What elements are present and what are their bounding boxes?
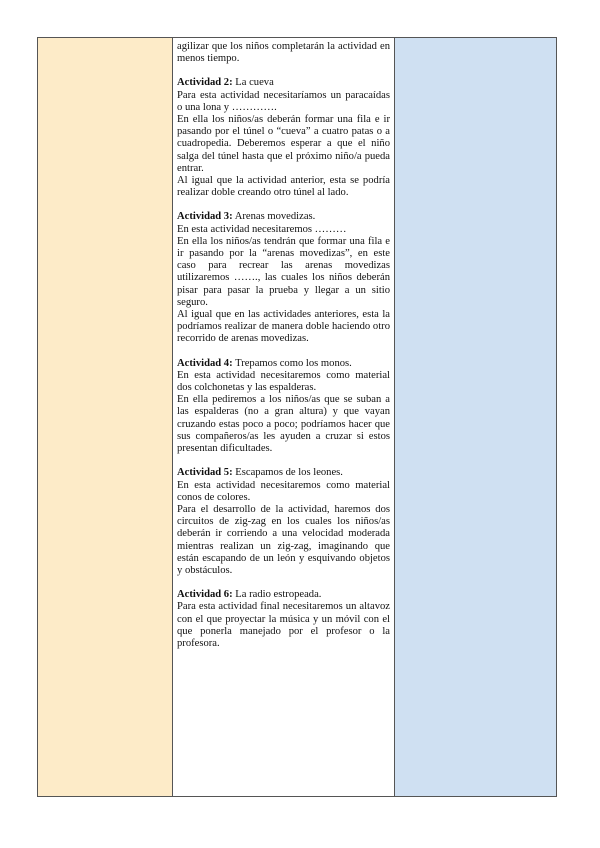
left-column-cell xyxy=(38,38,173,796)
activity-paragraph: En ella los niños/as deberán formar una fila e ir pasando por el túnel o “cueva” a cuatro patas o a cuadropedia. Deberemos esperar a que el niño salga del túnel hasta que el próximo niño/a pueda entrar. xyxy=(177,114,390,174)
activity-name: La radio estropeada. xyxy=(235,589,322,601)
activity-name: Arenas movedizas. xyxy=(234,211,316,223)
activity-label: Actividad 4: xyxy=(177,357,233,369)
activity-paragraph: Al igual que la actividad anterior, esta se podría realizar doble creando otro túnel al lado. xyxy=(177,175,390,199)
activity-block xyxy=(177,211,390,345)
activities-text-cell xyxy=(173,38,395,796)
activity-heading xyxy=(177,589,390,601)
activity-paragraph: En esta actividad necesitaremos ……… xyxy=(177,223,347,235)
activity-heading xyxy=(177,77,390,89)
activity-name: Trepamos como los monos. xyxy=(235,357,352,369)
activity-heading xyxy=(177,211,390,223)
activity-heading xyxy=(177,467,390,479)
intro-paragraph: agilizar que los niños completarán la actividad en menos tiempo. xyxy=(177,41,390,65)
activity-paragraph: En ella pediremos a los niños/as que se suban a las espalderas (no a gran altura) y que vayan cruzando estas poco a poco; podríamos hacer que sus compañeros/as les ayuden a cruzar si estos presentan dificultades. xyxy=(177,394,390,455)
activity-label: Actividad 2: xyxy=(177,77,233,89)
activity-heading xyxy=(177,358,390,370)
activity-paragraph: Para el desarrollo de la actividad, haremos dos circuitos de zig-zag en los cuales los niños/as deberán ir corriendo a una velocidad moderada mientras realizan un zig-zag, imaginando que están escapando de un león y esquivando objetos y obstáculos. xyxy=(177,503,390,576)
activity-paragraph: En esta actividad necesitaremos como material dos colchonetas y las espalderas. xyxy=(177,369,390,394)
activity-label: Actividad 5: xyxy=(177,467,233,479)
section-gap xyxy=(177,199,390,211)
activity-label: Actividad 3: xyxy=(177,211,233,223)
activity-paragraph: Para esta actividad final necesitaremos un altavoz con el que proyectar la música y un móvil con el que ponerla manejado por el profesor o la profesora. xyxy=(177,601,390,649)
activity-block xyxy=(177,358,390,456)
section-gap xyxy=(177,346,390,358)
activity-paragraph: Para esta actividad necesitaríamos un paracaídas o una lona y …………. xyxy=(177,89,390,113)
activity-name: La cueva xyxy=(235,77,274,89)
activity-block xyxy=(177,589,390,650)
activity-block xyxy=(177,467,390,577)
activity-paragraph: En ella los niños/as tendrán que formar una fila e ir pasando por la “arenas movedizas”, en este caso para recrear las arenas movedizas utilizaremos ……., las cuales los niños deberán pisar para pasar la prueba y llegar a un sitio seguro. xyxy=(177,235,390,308)
activity-paragraph: En esta actividad necesitaremos como material conos de colores. xyxy=(177,479,390,503)
section-gap xyxy=(177,455,390,467)
activity-block xyxy=(177,77,390,199)
activity-label: Actividad 6: xyxy=(177,589,233,601)
section-gap xyxy=(177,577,390,589)
right-column-cell xyxy=(395,38,556,796)
activities-list xyxy=(177,65,390,650)
section-gap xyxy=(177,65,390,77)
activity-paragraph: Al igual que en las actividades anteriores, esta la podríamos realizar de manera doble haciendo otro recorrido de arenas movedizas. xyxy=(177,309,390,345)
activity-name: Escapamos de los leones. xyxy=(235,467,343,479)
activities-table xyxy=(37,37,557,797)
